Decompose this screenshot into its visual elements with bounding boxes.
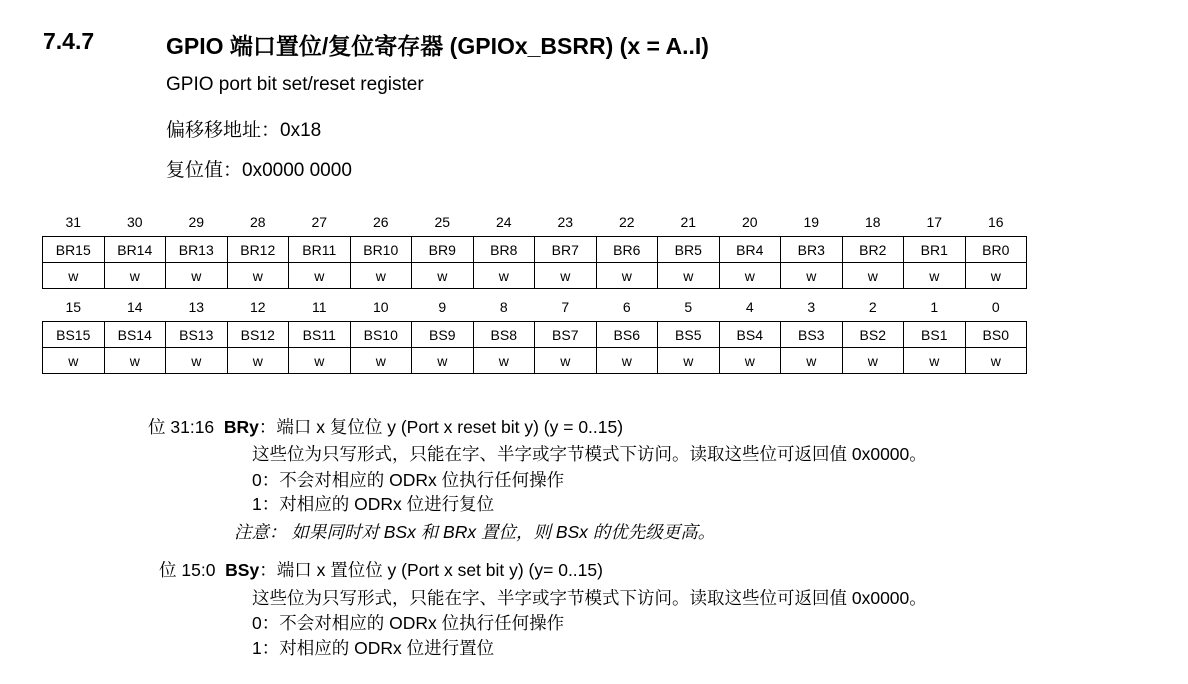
- bsy-title: ：端口 x 置位位 y (Port x set bit y) (y= 0..15): [259, 560, 603, 580]
- access-cell: w: [350, 263, 412, 289]
- bit-number: 14: [126, 299, 143, 315]
- field-name-cell: BS3: [781, 322, 843, 348]
- bit-number: 26: [372, 214, 389, 230]
- field-name-cell: BR15: [43, 237, 105, 263]
- field-name-cell: BS10: [350, 322, 412, 348]
- field-name-cell: BR7: [535, 237, 597, 263]
- access-cell: w: [104, 263, 166, 289]
- register-table-low: [42, 293, 1027, 374]
- bit-number: 1: [930, 299, 939, 315]
- bit-number: 11: [311, 299, 327, 315]
- access-row: [43, 263, 1027, 289]
- bsy-heading: [159, 562, 603, 580]
- bsy-desc-line1: 这些位为只写形式，只能在字、半字或字节模式下访问。读取这些位可返回值 0x0000。: [252, 588, 927, 608]
- access-cell: w: [842, 348, 904, 374]
- access-cell: w: [781, 263, 843, 289]
- bit-number: 19: [803, 214, 820, 230]
- field-name-cell: BS13: [166, 322, 228, 348]
- access-cell: w: [658, 348, 720, 374]
- bit-number: 7: [561, 299, 570, 315]
- bit-number: 29: [188, 214, 205, 230]
- section-number: 7.4.7: [43, 28, 95, 54]
- access-cell: w: [289, 263, 351, 289]
- field-name-cell: BR13: [166, 237, 228, 263]
- field-name-cell: BS1: [904, 322, 966, 348]
- field-name-cell: BS4: [719, 322, 781, 348]
- access-cell: w: [535, 348, 597, 374]
- bsy-desc-line3: 1：对相应的 ODRx 位进行置位: [252, 638, 495, 658]
- bit-number: 22: [618, 214, 635, 230]
- field-name-cell: BS8: [473, 322, 535, 348]
- access-cell: w: [535, 263, 597, 289]
- bsy-field-name: BSy: [225, 560, 260, 580]
- field-name-cell: BR3: [781, 237, 843, 263]
- register-subtitle: GPIO port bit set/reset register: [166, 74, 424, 95]
- bit-number: 15: [65, 299, 82, 315]
- field-name-cell: BS11: [289, 322, 351, 348]
- bit-number: 2: [868, 299, 877, 315]
- bry-field-name: BRy: [223, 417, 259, 437]
- access-cell: w: [965, 263, 1027, 289]
- field-name-cell: BS9: [412, 322, 474, 348]
- access-cell: w: [412, 263, 474, 289]
- bit-number: 4: [745, 299, 754, 315]
- field-name-cell: BR6: [596, 237, 658, 263]
- access-cell: w: [166, 348, 228, 374]
- field-name-cell: BR5: [658, 237, 720, 263]
- access-cell: w: [227, 263, 289, 289]
- bry-desc-line3: 1：对相应的 ODRx 位进行复位: [252, 494, 495, 514]
- bry-note: 注意： 如果同时对 BSx 和 BRx 置位，则 BSx 的优先级更高。: [234, 522, 716, 542]
- field-name-cell: BR1: [904, 237, 966, 263]
- bit-number: 28: [249, 214, 266, 230]
- bry-desc-line1: 这些位为只写形式，只能在字、半字或字节模式下访问。读取这些位可返回值 0x0000。: [252, 444, 927, 464]
- bit-number: 8: [499, 299, 508, 315]
- access-cell: w: [43, 348, 105, 374]
- access-cell: w: [43, 263, 105, 289]
- bit-number: 24: [495, 214, 512, 230]
- address-offset: 偏移移地址：0x18: [166, 120, 322, 141]
- access-cell: w: [166, 263, 228, 289]
- bit-number: 5: [684, 299, 693, 315]
- field-name-cell: BS5: [658, 322, 720, 348]
- access-cell: w: [596, 263, 658, 289]
- field-name-row: [43, 322, 1027, 348]
- access-cell: w: [350, 348, 412, 374]
- bit-number: 12: [249, 299, 266, 315]
- field-name-cell: BS14: [104, 322, 166, 348]
- field-name-cell: BR10: [350, 237, 412, 263]
- bit-number: 18: [864, 214, 881, 230]
- bit-number: 6: [622, 299, 631, 315]
- field-name-cell: BS7: [535, 322, 597, 348]
- access-cell: w: [289, 348, 351, 374]
- bit-number: 10: [372, 299, 389, 315]
- bsy-desc-line2: 0：不会对相应的 ODRx 位执行任何操作: [252, 613, 565, 633]
- bit-number-row: [43, 208, 1027, 237]
- field-name-cell: BS0: [965, 322, 1027, 348]
- field-name-cell: BR8: [473, 237, 535, 263]
- bit-number: 30: [126, 214, 143, 230]
- register-table-high: [42, 208, 1027, 289]
- bit-number: 20: [741, 214, 758, 230]
- field-name-cell: BR2: [842, 237, 904, 263]
- bit-number: 23: [557, 214, 574, 230]
- field-name-row: [43, 237, 1027, 263]
- field-name-cell: BS15: [43, 322, 105, 348]
- access-cell: w: [842, 263, 904, 289]
- bit-number: 13: [188, 299, 205, 315]
- access-cell: w: [904, 263, 966, 289]
- field-name-cell: BR9: [412, 237, 474, 263]
- bry-heading: [148, 419, 623, 437]
- access-cell: w: [473, 263, 535, 289]
- access-cell: w: [473, 348, 535, 374]
- bit-number: 21: [680, 214, 697, 230]
- section-title: GPIO 端口置位/复位寄存器 (GPIOx_BSRR) (x = A..I): [166, 33, 709, 59]
- access-cell: w: [965, 348, 1027, 374]
- bit-number: 17: [926, 214, 943, 230]
- bit-number: 3: [807, 299, 816, 315]
- bit-number: 27: [311, 214, 328, 230]
- access-cell: w: [596, 348, 658, 374]
- bry-bits-label: 位 31:16: [148, 417, 215, 437]
- access-cell: w: [719, 263, 781, 289]
- access-row: [43, 348, 1027, 374]
- field-name-cell: BR4: [719, 237, 781, 263]
- bry-title: ：端口 x 复位位 y (Port x reset bit y) (y = 0..15): [258, 417, 624, 437]
- access-cell: w: [781, 348, 843, 374]
- access-cell: w: [904, 348, 966, 374]
- bsy-bits-label: 位 15:0: [159, 560, 216, 580]
- field-name-cell: BR14: [104, 237, 166, 263]
- bry-desc-line2: 0：不会对相应的 ODRx 位执行任何操作: [252, 470, 565, 490]
- field-name-cell: BS12: [227, 322, 289, 348]
- access-cell: w: [104, 348, 166, 374]
- field-name-cell: BR12: [227, 237, 289, 263]
- bit-number: 16: [987, 214, 1004, 230]
- access-cell: w: [227, 348, 289, 374]
- bit-number: 25: [434, 214, 451, 230]
- bit-number: 31: [65, 214, 82, 230]
- access-cell: w: [658, 263, 720, 289]
- field-name-cell: BS6: [596, 322, 658, 348]
- access-cell: w: [412, 348, 474, 374]
- bit-number-row: [43, 293, 1027, 322]
- bit-number: 9: [438, 299, 447, 315]
- bit-number: 0: [991, 299, 1000, 315]
- field-name-cell: BR11: [289, 237, 351, 263]
- access-cell: w: [719, 348, 781, 374]
- reset-value: 复位值：0x0000 0000: [166, 160, 352, 181]
- field-name-cell: BR0: [965, 237, 1027, 263]
- field-name-cell: BS2: [842, 322, 904, 348]
